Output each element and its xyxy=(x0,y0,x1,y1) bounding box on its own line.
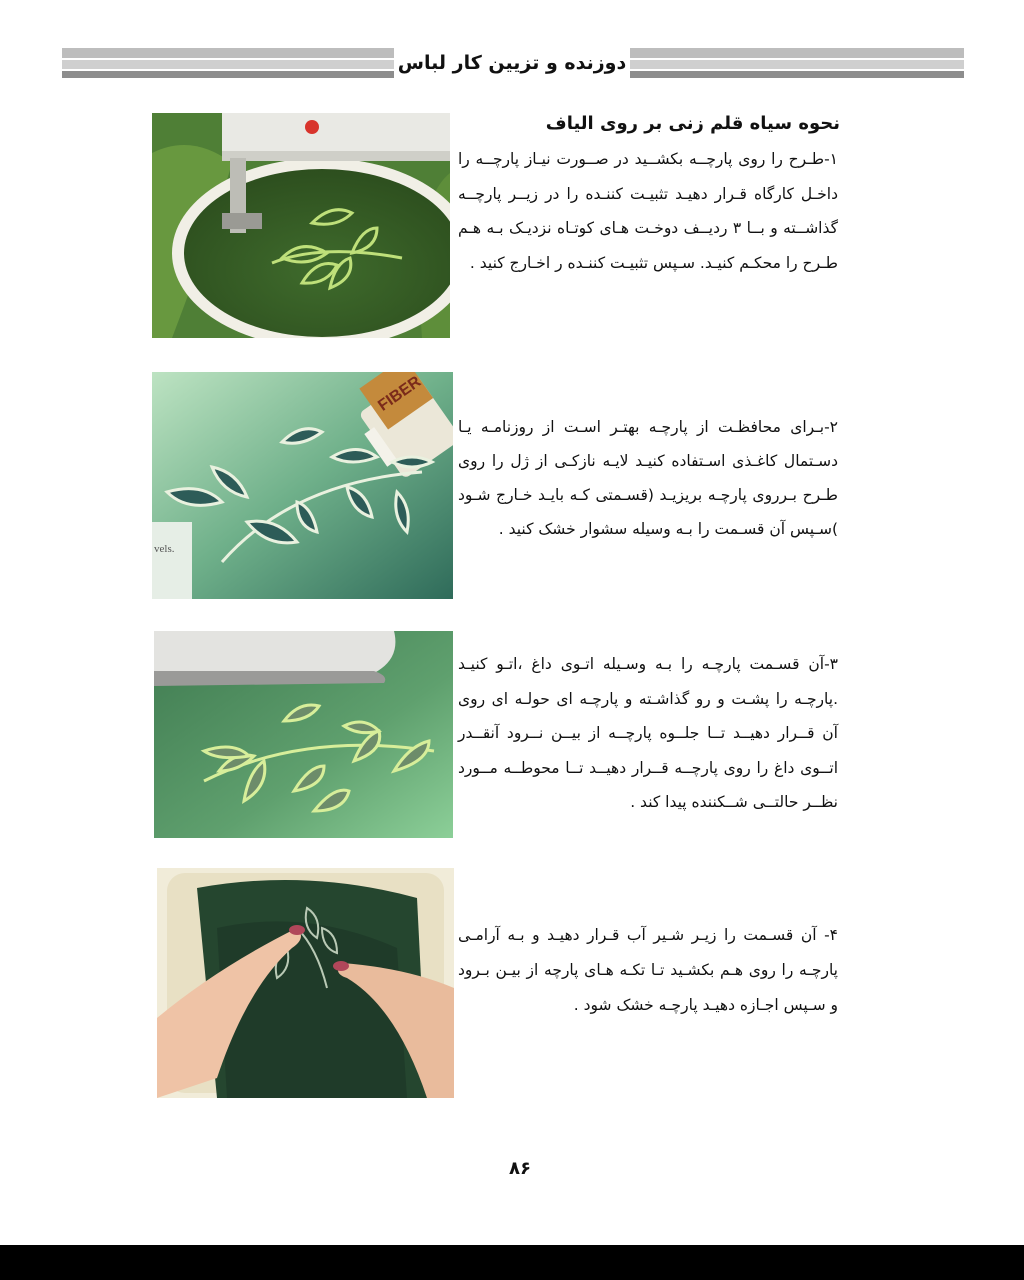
section-title: نحوه سیاه قلم زنی بر روی الیاف xyxy=(545,113,840,134)
page-number: ۸۶ xyxy=(509,1158,531,1179)
header-rule-right xyxy=(630,48,964,78)
newspaper-fragment: vels. xyxy=(154,543,175,555)
photo-hands-rinsing-fabric xyxy=(157,868,454,1098)
step-1-text: ۱-طـرح را روی پارچــه بکشــید در صــورت نیـاز پارچــه را داخـل کارگاه قـرار دهیـد تثبیـت کننـده را در زیــر پارچــه گذاشــته و بــا ۳ ردیــف دوخـت هـای کوتـاه نزدیـک بـه هـم طـرح را محکـم کنیـد. سـپس تثبیـت کننـده ر اخـارج کنید . xyxy=(458,150,838,272)
bottle-label: FIBER xyxy=(375,373,425,415)
step-2-text: ۲-بـرای محافظـت از پارچـه بهتـر اسـت از روزنامـه یـا دسـتمال کاغـذی اسـتفاده کنیـد لایـه نازکـی از ژل را روی طـرح بـرروی پارچـه بریزیـد (قسـمتی کـه بایـد خـارج شـود )سـپس آن قسـمت را بـه وسیله سشوار خشک کنید . xyxy=(458,418,838,538)
header-title: دوزنده و تزیین کار لباس xyxy=(397,52,627,74)
photo-sewing-machine-hoop xyxy=(152,113,450,338)
photo-iron-on-fabric xyxy=(154,631,453,838)
step-4-text: ۴- آن قسـمت را زیـر شـیر آب قـرار دهیـد و بـه آرامـی پارچـه را روی هـم بکشـید تـا تکـه هـای پارچه از بیـن بـرود و سـپس اجـازه دهیـد پارچـه خشک شود . xyxy=(458,926,838,1014)
header-rule-left xyxy=(62,48,394,78)
step-3-text: ۳-آن قسـمت پارچـه را بـه وسـیله اتـوی داغ ،اتـو کنیـد .پارچـه را پشـت و رو گذاشـته و پارچـه ای حولـه ای روی آن قــرار دهیــد تــا جلــوه پارچــه از بیــن نــرود آنقــدر اتــوی داغ را روی پارچــه قــرار دهیــد تــا محوطــه مــورد نظــر حالتــی شــکننده پیدا کند . xyxy=(458,655,838,811)
photo-fiber-gel-bottle xyxy=(152,372,453,599)
bottom-black-bar xyxy=(0,1245,1024,1280)
